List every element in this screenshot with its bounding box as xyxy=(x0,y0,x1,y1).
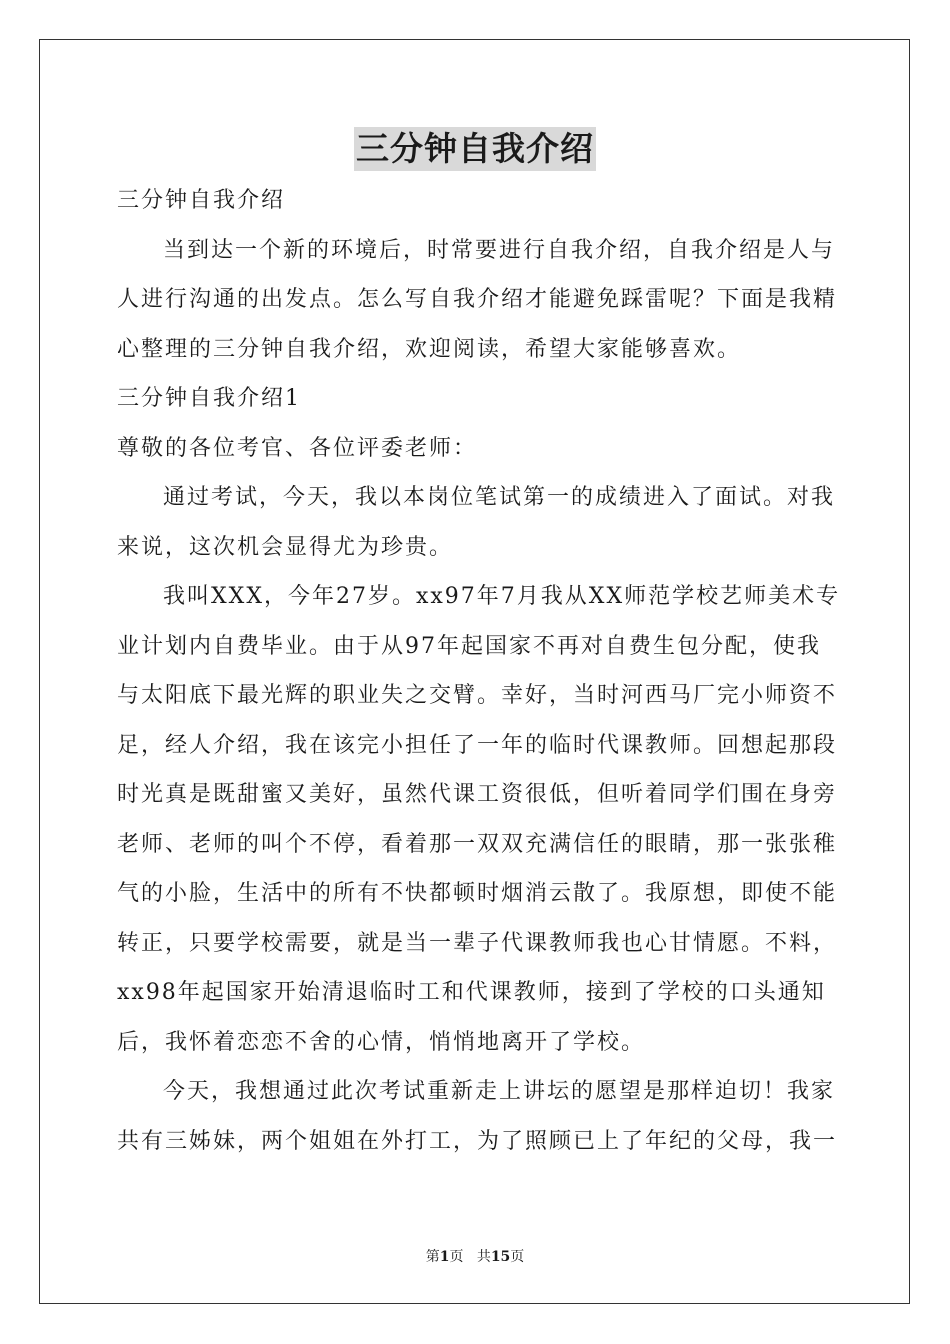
title-container xyxy=(0,127,950,171)
total-pages: 15 xyxy=(490,1249,511,1265)
body-line: 今天，我想通过此次考试重新走上讲坛的愿望是那样迫切！我家 xyxy=(163,1079,836,1104)
body-line: 老师、老师的叫个不停，看着那一双双充满信任的眼睛，那一张张稚 xyxy=(117,831,838,857)
page-footer xyxy=(0,1247,950,1267)
body-line: 与太阳底下最光辉的职业失之交臂。幸好，当时河西马厂完小师资不 xyxy=(117,683,838,708)
body-line: 转正，只要学校需要，就是当一辈子代课教师我也心甘情愿。不料， xyxy=(117,930,838,956)
total-prefix: 共 xyxy=(476,1249,491,1265)
body-line: 人进行沟通的出发点。怎么写自我介绍才能避免踩雷呢？下面是我精 xyxy=(117,287,838,312)
page-number: 1 xyxy=(439,1249,450,1265)
body-line: 后，我怀着恋恋不舍的心情，悄悄地离开了学校。 xyxy=(117,1029,646,1055)
document-body xyxy=(117,176,841,1166)
body-line: 我叫XXX，今年27岁。xx97年7月我从XX师范学校艺师美术专 xyxy=(163,584,841,609)
body-line: 时光真是既甜蜜又美好，虽然代课工资很低，但听着同学们围在身旁 xyxy=(117,782,838,807)
page-suffix: 页 xyxy=(449,1249,464,1265)
section-heading: 三分钟自我介绍1 xyxy=(117,386,301,411)
body-line: 来说，这次机会显得尤为珍贵。 xyxy=(117,534,454,560)
body-line: 当到达一个新的环境后，时常要进行自我介绍，自我介绍是人与 xyxy=(163,237,836,263)
body-line: 业计划内自费毕业。由于从97年起国家不再对自费生包分配，使我 xyxy=(117,633,821,659)
body-line: 心整理的三分钟自我介绍，欢迎阅读，希望大家能够喜欢。 xyxy=(117,336,742,362)
body-line: 通过考试，今天，我以本岗位笔试第一的成绩进入了面试。对我 xyxy=(163,485,836,510)
salutation: 尊敬的各位考官、各位评委老师： xyxy=(117,435,478,461)
body-line: 三分钟自我介绍 xyxy=(117,188,286,213)
page-prefix: 第 xyxy=(425,1249,440,1265)
body-line: 足，经人介绍，我在该完小担任了一年的临时代课教师。回想起那段 xyxy=(117,732,838,758)
body-line: 共有三姊妹，两个姐姐在外打工，为了照顾已上了年纪的父母，我一 xyxy=(117,1128,838,1154)
body-line: xx98年起国家开始清退临时工和代课教师，接到了学校的口头通知 xyxy=(117,980,826,1005)
total-suffix: 页 xyxy=(510,1249,525,1265)
document-title: 三分钟自我介绍 xyxy=(354,127,596,171)
body-line: 气的小脸，生活中的所有不快都顿时烟消云散了。我原想，即使不能 xyxy=(117,881,838,906)
